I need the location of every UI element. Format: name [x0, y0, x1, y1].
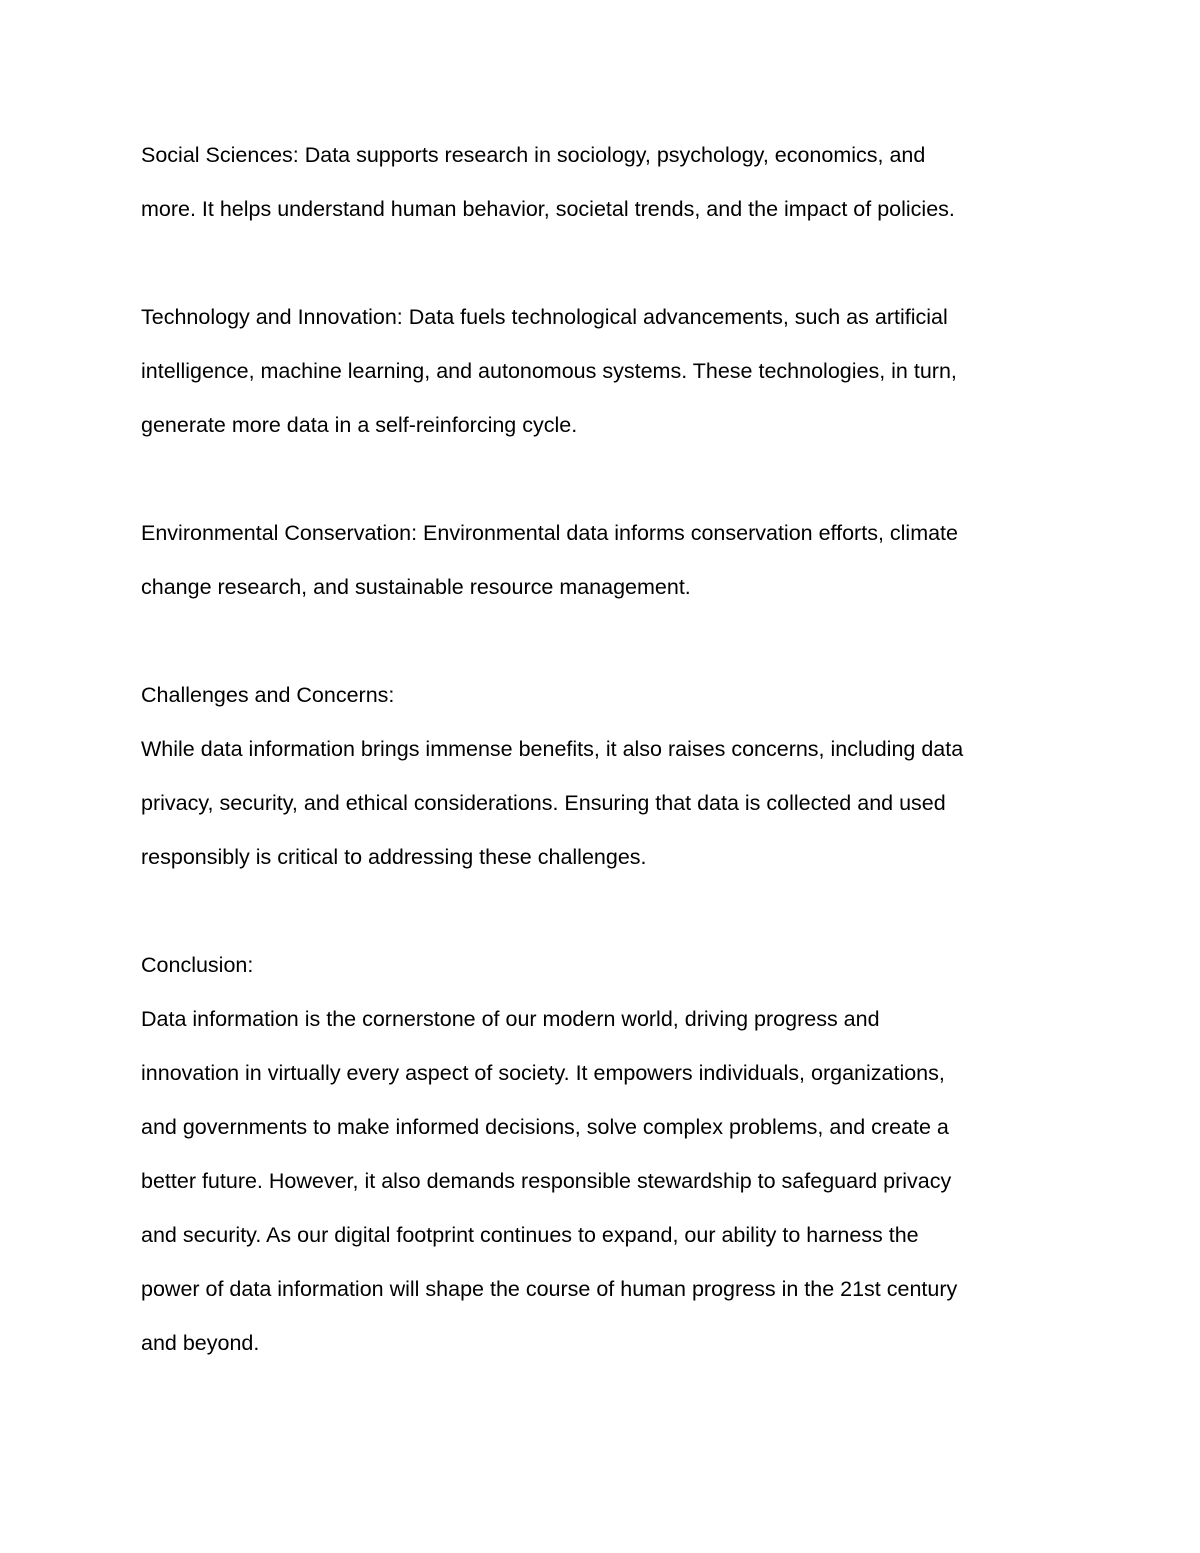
text-line: Technology and Innovation: Data fuels technological advancements, such as artificial — [141, 305, 948, 329]
text-line: Data information is the cornerstone of our modern world, driving progress and — [141, 1007, 880, 1031]
text-line: privacy, security, and ethical considerations. Ensuring that data is collected and used — [141, 791, 946, 815]
text-line: and security. As our digital footprint continues to expand, our ability to harness the — [141, 1223, 919, 1247]
text-line: more. It helps understand human behavior, societal trends, and the impact of policies. — [141, 197, 955, 221]
text-line: responsibly is critical to addressing these challenges. — [141, 845, 647, 869]
paragraph-conclusion — [141, 992, 1071, 1370]
text-line: Environmental Conservation: Environmental data informs conservation efforts, climate — [141, 521, 958, 545]
document-body — [141, 128, 1071, 1424]
section-conclusion — [141, 938, 1071, 1370]
section-heading: Challenges and Concerns: — [141, 683, 395, 707]
text-line: generate more data in a self-reinforcing cycle. — [141, 413, 578, 437]
text-line: better future. However, it also demands responsible stewardship to safeguard privacy — [141, 1169, 952, 1193]
paragraph-social-sciences — [141, 128, 1071, 236]
text-line: power of data information will shape the course of human progress in the 21st century — [141, 1277, 958, 1301]
text-line: and governments to make informed decisions, solve complex problems, and create a — [141, 1115, 949, 1139]
paragraph-technology — [141, 290, 1071, 452]
text-line: While data information brings immense benefits, it also raises concerns, including data — [141, 737, 964, 761]
section-challenges — [141, 668, 1071, 884]
text-line: and beyond. — [141, 1331, 260, 1355]
text-line: intelligence, machine learning, and autonomous systems. These technologies, in turn, — [141, 359, 957, 383]
paragraph-challenges — [141, 722, 1071, 884]
text-line: change research, and sustainable resource management. — [141, 575, 691, 599]
text-line: innovation in virtually every aspect of society. It empowers individuals, organizations, — [141, 1061, 945, 1085]
text-line: Social Sciences: Data supports research in sociology, psychology, economics, and — [141, 143, 926, 167]
paragraph-environment — [141, 506, 1071, 614]
section-heading: Conclusion: — [141, 953, 254, 977]
